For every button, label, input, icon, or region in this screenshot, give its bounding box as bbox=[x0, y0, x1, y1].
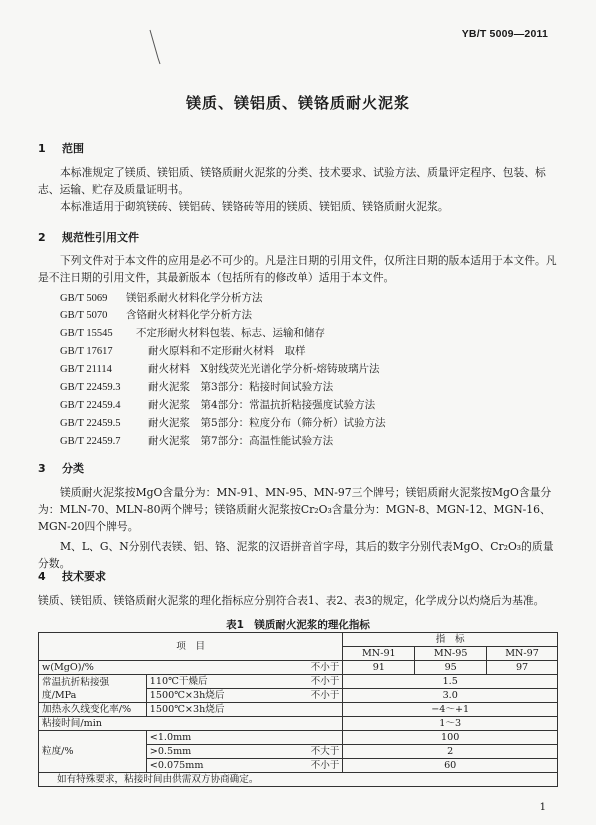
row-condition: <1.0mm bbox=[146, 731, 343, 745]
table-note: 如有特殊要求，粘接时间由供需双方协商确定。 bbox=[39, 773, 558, 787]
reference-code: GB/T 21114 bbox=[60, 364, 112, 375]
cell-value: 91 bbox=[343, 661, 415, 675]
table-1-caption: 表1 镁质耐火泥浆的理化指标 bbox=[226, 619, 370, 631]
reference-item bbox=[60, 415, 386, 430]
reference-code: GB/T 22459.3 bbox=[60, 382, 121, 393]
reference-item bbox=[60, 325, 325, 340]
grade-header: MN-91 bbox=[343, 647, 415, 661]
reference-item bbox=[60, 379, 333, 394]
reference-item bbox=[60, 397, 375, 412]
standard-number: YB/T 5009—2011 bbox=[461, 28, 548, 40]
row-condition: <0.075mm bbox=[146, 759, 258, 773]
section-1-paragraph-2: 本标准适用于砌筑镁砖、镁铝砖、镁铬砖等用的镁质、镁铝质、镁铬质耐火泥浆。 bbox=[60, 200, 449, 213]
cell-value: 100 bbox=[343, 731, 558, 745]
section-4-paragraph-1: 镁质、镁铝质、镁铬质耐火泥浆的理化指标应分别符合表1、表2、表3的规定，化学成分以灼烧后为基准。 bbox=[38, 594, 545, 607]
reference-item bbox=[60, 433, 333, 448]
header-index: 指 标 bbox=[343, 633, 558, 647]
section-number: 3 bbox=[38, 462, 46, 475]
section-number: 1 bbox=[38, 142, 46, 155]
reference-item bbox=[60, 290, 263, 305]
reference-code: GB/T 22459.4 bbox=[60, 400, 121, 411]
table-row bbox=[39, 717, 558, 731]
row-label: 加热永久线变化率/% bbox=[39, 703, 147, 717]
row-label: 粘接时间/min bbox=[39, 717, 343, 731]
reference-item bbox=[60, 361, 380, 376]
section-1-paragraph-1: 本标准规定了镁质、镁铝质、镁铬质耐火泥浆的分类、技术要求、试验方法、质量评定程序、包装、标志、运输、贮存及质量证明书。 bbox=[38, 166, 546, 196]
cell-value: 2 bbox=[343, 745, 558, 759]
section-title: 分类 bbox=[62, 462, 84, 475]
reference-code: GB/T 5069 bbox=[60, 293, 108, 304]
section-2-heading bbox=[38, 229, 139, 245]
row-limit: 不大于 bbox=[258, 745, 343, 759]
cell-value: 97 bbox=[487, 661, 558, 675]
reference-title: 含铬耐火材料化学分析方法 bbox=[126, 309, 252, 321]
section-3-heading bbox=[38, 460, 84, 476]
cell-value: 95 bbox=[415, 661, 487, 675]
row-limit: 不小于 bbox=[258, 675, 343, 689]
row-condition: 1500℃×3h烧后 bbox=[146, 703, 343, 717]
section-4-heading bbox=[38, 568, 106, 584]
reference-item bbox=[60, 343, 306, 358]
reference-code: GB/T 5070 bbox=[60, 310, 108, 321]
reference-title: 耐火原料和不定形耐火材料 取样 bbox=[148, 345, 306, 357]
row-condition: 1500℃×3h烧后 bbox=[146, 689, 258, 703]
reference-title: 耐火泥浆 第4部分：常温抗折粘接强度试验方法 bbox=[148, 399, 376, 411]
reference-code: GB/T 22459.7 bbox=[60, 436, 121, 447]
section-3-paragraph-2: M、L、G、N分别代表镁、铝、铬、泥浆的汉语拼音首字母，其后的数字分别代表MgO、Cr₂O₃的质量分数。 bbox=[38, 540, 554, 570]
reference-code: GB/T 22459.5 bbox=[60, 418, 121, 429]
section-title: 技术要求 bbox=[62, 570, 106, 583]
reference-title: 镁铝系耐火材料化学分析方法 bbox=[126, 292, 263, 304]
cell-value: 60 bbox=[343, 759, 558, 773]
reference-title: 不定形耐火材料包装、标志、运输和储存 bbox=[136, 327, 325, 339]
section-3-paragraph-1: 镁质耐火泥浆按MgO含量分为：MN-91、MN-95、MN-97三个牌号；镁铝质耐火泥浆按MgO含量分为：MLN-70、MLN-80两个牌号；镁铬质耐火泥浆按Cr₂O₃含量分为：MGN-8、MGN-12、MGN-16、MGN-20四个牌号。 bbox=[38, 486, 552, 533]
section-1-heading bbox=[38, 140, 84, 156]
table-1 bbox=[38, 632, 558, 787]
row-limit: 不小于 bbox=[258, 759, 343, 773]
row-label: w(MgO)/% bbox=[39, 661, 259, 675]
table-header-row bbox=[39, 633, 558, 647]
reference-title: 耐火泥浆 第5部分：粒度分布（筛分析）试验方法 bbox=[148, 417, 386, 429]
table-note-row bbox=[39, 773, 558, 787]
cell-value: 1.5 bbox=[343, 675, 558, 689]
table-row bbox=[39, 731, 558, 745]
scan-mark bbox=[148, 28, 168, 68]
row-label: 粒度/% bbox=[39, 731, 147, 773]
reference-title: 耐火材料 X射线荧光光谱化学分析-熔铸玻璃片法 bbox=[148, 363, 380, 375]
table-row bbox=[39, 675, 558, 689]
document-title: 镁质、镁铝质、镁铬质耐火泥浆 bbox=[185, 94, 410, 112]
row-limit: 不小于 bbox=[258, 689, 343, 703]
row-label: 常温抗折粘接强度/MPa bbox=[39, 675, 147, 703]
row-condition: 110℃干燥后 bbox=[146, 675, 258, 689]
cell-value: −4～+1 bbox=[343, 703, 558, 717]
row-limit: 不小于 bbox=[258, 661, 343, 675]
grade-header: MN-95 bbox=[415, 647, 487, 661]
section-number: 4 bbox=[38, 570, 46, 583]
reference-code: GB/T 15545 bbox=[60, 328, 113, 339]
page-number: 1 bbox=[539, 802, 546, 813]
section-2-paragraph-1: 下列文件对于本文件的应用是必不可少的。凡是注日期的引用文件，仅所注日期的版本适用于本文件。凡是不注日期的引用文件，其最新版本（包括所有的修改单）适用于本文件。 bbox=[38, 254, 557, 284]
cell-value: 1～3 bbox=[343, 717, 558, 731]
cell-value: 3.0 bbox=[343, 689, 558, 703]
reference-item bbox=[60, 307, 252, 322]
reference-title: 耐火泥浆 第7部分：高温性能试验方法 bbox=[148, 435, 334, 447]
header-item: 项 目 bbox=[39, 633, 343, 661]
section-number: 2 bbox=[38, 231, 46, 244]
grade-header: MN-97 bbox=[487, 647, 558, 661]
reference-title: 耐火泥浆 第3部分：粘接时间试验方法 bbox=[148, 381, 334, 393]
table-row bbox=[39, 661, 558, 675]
reference-code: GB/T 17617 bbox=[60, 346, 113, 357]
section-title: 规范性引用文件 bbox=[62, 231, 139, 244]
section-title: 范围 bbox=[62, 142, 84, 155]
table-row bbox=[39, 703, 558, 717]
row-condition: >0.5mm bbox=[146, 745, 258, 759]
